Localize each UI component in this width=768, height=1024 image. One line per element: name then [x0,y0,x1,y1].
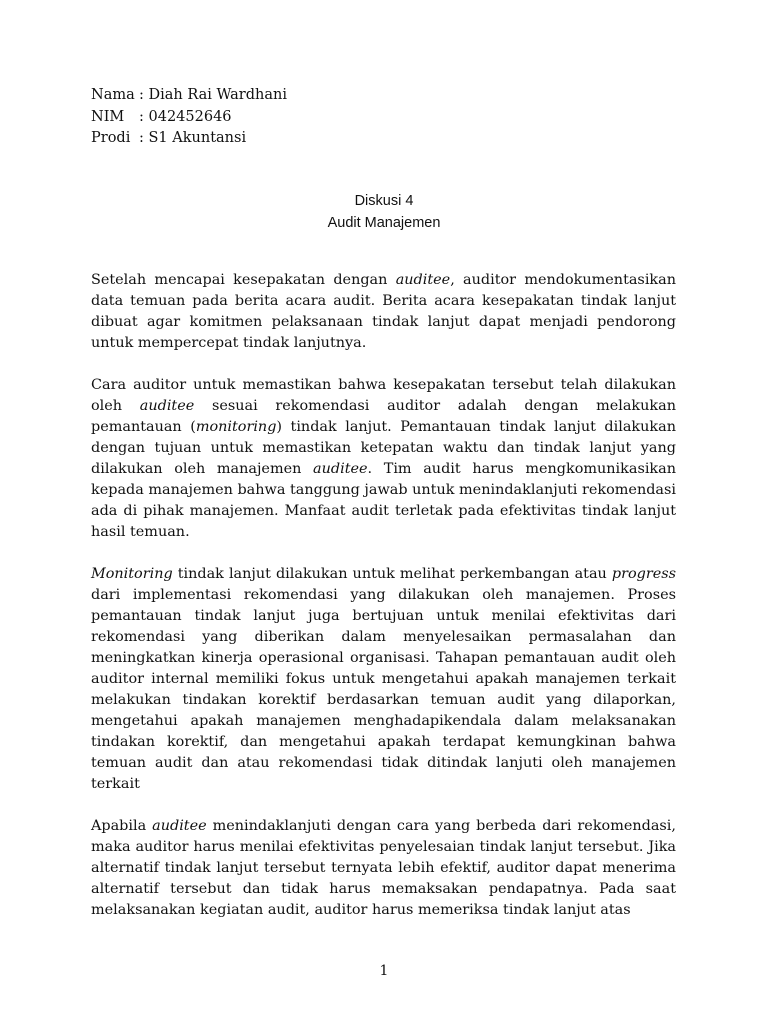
prodi-row [91,128,287,150]
student-info [91,85,287,150]
nim-row [91,107,287,129]
italic-term: auditee [313,461,368,477]
title-line-1: Diskusi 4 [354,193,414,209]
paragraph: Setelah mencapai kesepakatan dengan auditee, auditor mendokumentasikan data temuan pada berita acara audit. Berita acara kesepakatan tindak lanjut dibuat agar komitmen pelaksanaan tindak lanjut dapat menjadi pendorong untuk mempercepat tindak lanjutnya. [91,272,676,351]
title-line-2: Audit Manajemen [327,214,441,231]
document-title [0,191,768,234]
italic-term: auditee [395,272,451,288]
italic-term: auditee [152,818,207,834]
italic-term: monitoring [195,419,277,435]
paragraph: Apabila auditee menindaklanjuti dengan cara yang berbeda dari rekomendasi, maka auditor harus menilai efektivitas penyelesaian tindak lanjut tersebut. Jika alternatif tindak lanjut tersebut ternyata lebih efektif, auditor dapat menerima alternatif tersebut dan tidak harus memaksakan pendapatnya. Pada saat melaksanakan kegiatan audit, auditor harus memeriksa tindak lanjut atas [91,818,676,918]
prodi-label: Prodi [91,130,131,146]
document-body [91,270,676,921]
nim-value: : 042452646 [139,108,232,125]
name-row [91,85,287,107]
prodi-value: : S1 Akuntansi [139,130,247,146]
name-value: : Diah Rai Wardhani [139,87,287,103]
paragraph: Monitoring tindak lanjut dilakukan untuk melihat perkembangan atau progress dari implementasi rekomendasi yang dilakukan oleh manajemen. Proses pemantauan tindak lanjut juga bertujuan untuk menilai efektivitas dari rekomendasi yang diberikan dalam menyelesaikan permasalahan dan meningkatkan kinerja operasional organisasi. Tahapan pemantauan audit oleh auditor internal memiliki fokus untuk mengetahui apakah manajemen terkait melakukan tindakan korektif berdasarkan temuan audit yang dilaporkan, mengetahui apakah manajemen menghadapikendala dalam melaksanakan tindakan korektif, dan mengetahui apakah terdapat kemungkinan bahwa temuan audit dan atau rekomendasi tidak ditindak lanjuti oleh manajemen terkait [91,566,676,792]
italic-term: Monitoring [91,566,173,582]
paragraph: Cara auditor untuk memastikan bahwa kesepakatan tersebut telah dilakukan oleh auditee sesuai rekomendasi auditor adalah dengan melakukan pemantauan (monitoring) tindak lanjut. Pemantauan tindak lanjut dilakukan dengan tujuan untuk memastikan ketepatan waktu dan tindak lanjut yang dilakukan oleh manajemen auditee. Tim audit harus mengkomunikasikan kepada manajemen bahwa tanggung jawab untuk menindaklanjuti rekomendasi ada di pihak manajemen. Manfaat audit terletak pada efektivitas tindak lanjut hasil temuan. [91,377,677,540]
nim-label: NIM [91,108,125,125]
name-label: Nama [91,87,135,103]
italic-term: progress [611,566,676,582]
italic-term: auditee [139,398,195,414]
page-number: 1 [379,963,389,979]
